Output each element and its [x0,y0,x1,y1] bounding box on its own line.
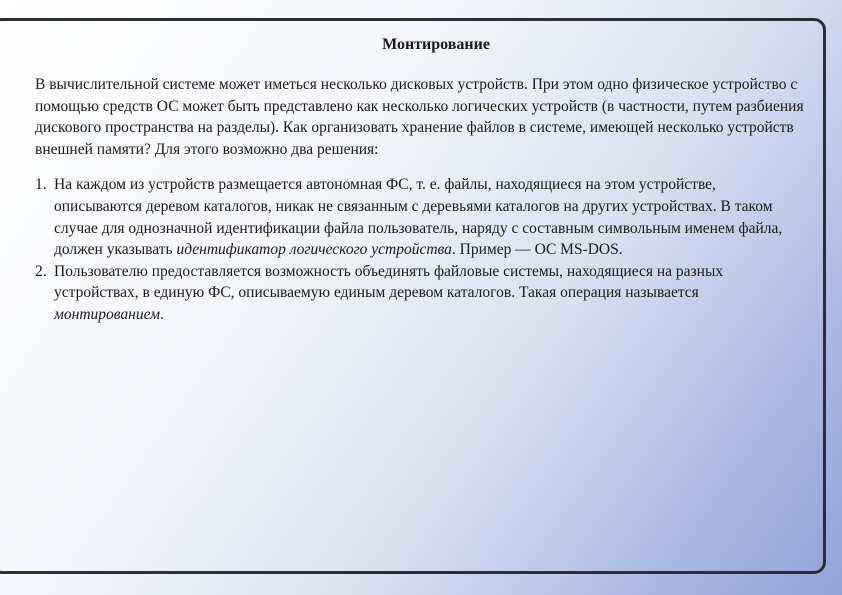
list-item-text: Пользователю предоставляется возможность объединять файловые системы, находящиеся на разных устройствах, в единую ФС, описываемую единым деревом каталогов. Такая операция называется [54,262,724,302]
list-item-number: 2. [35,262,47,280]
solutions-list [35,174,805,325]
slide-content [35,36,805,326]
list-item-text-end: . [159,305,164,323]
list-item-emphasis: идентификатор логического устройства [176,241,452,259]
list-item-text-end: . Пример — ОС MS-DOS. [451,241,623,259]
list-item [35,261,805,326]
list-item [35,174,805,260]
intro-paragraph: В вычислительной системе может иметься несколько дисковых устройств. При этом одно физическое устройство с помощью средств ОС может быть представлено как несколько логических устройств (в частности, путем разбиения дискового пространства на разделы). Как организовать хранение файлов в системе, имеющей несколько устройств внешней памяти? Для этого возможно два решения: [35,76,804,158]
list-item-emphasis: монтированием [54,305,160,323]
list-item-text: На каждом из устройств размещается автономная ФС, т. е. файлы, находящиеся на этом устройстве, описываются деревом каталогов, никак не связанным с деревьями каталогов на других устройствах. В таком случае для однозначной идентификации файла пользователь, наряду с составным символьным именем файла, должен указывать [54,176,783,259]
slide-title: Монтирование [382,36,490,53]
list-item-number: 1. [35,176,47,194]
